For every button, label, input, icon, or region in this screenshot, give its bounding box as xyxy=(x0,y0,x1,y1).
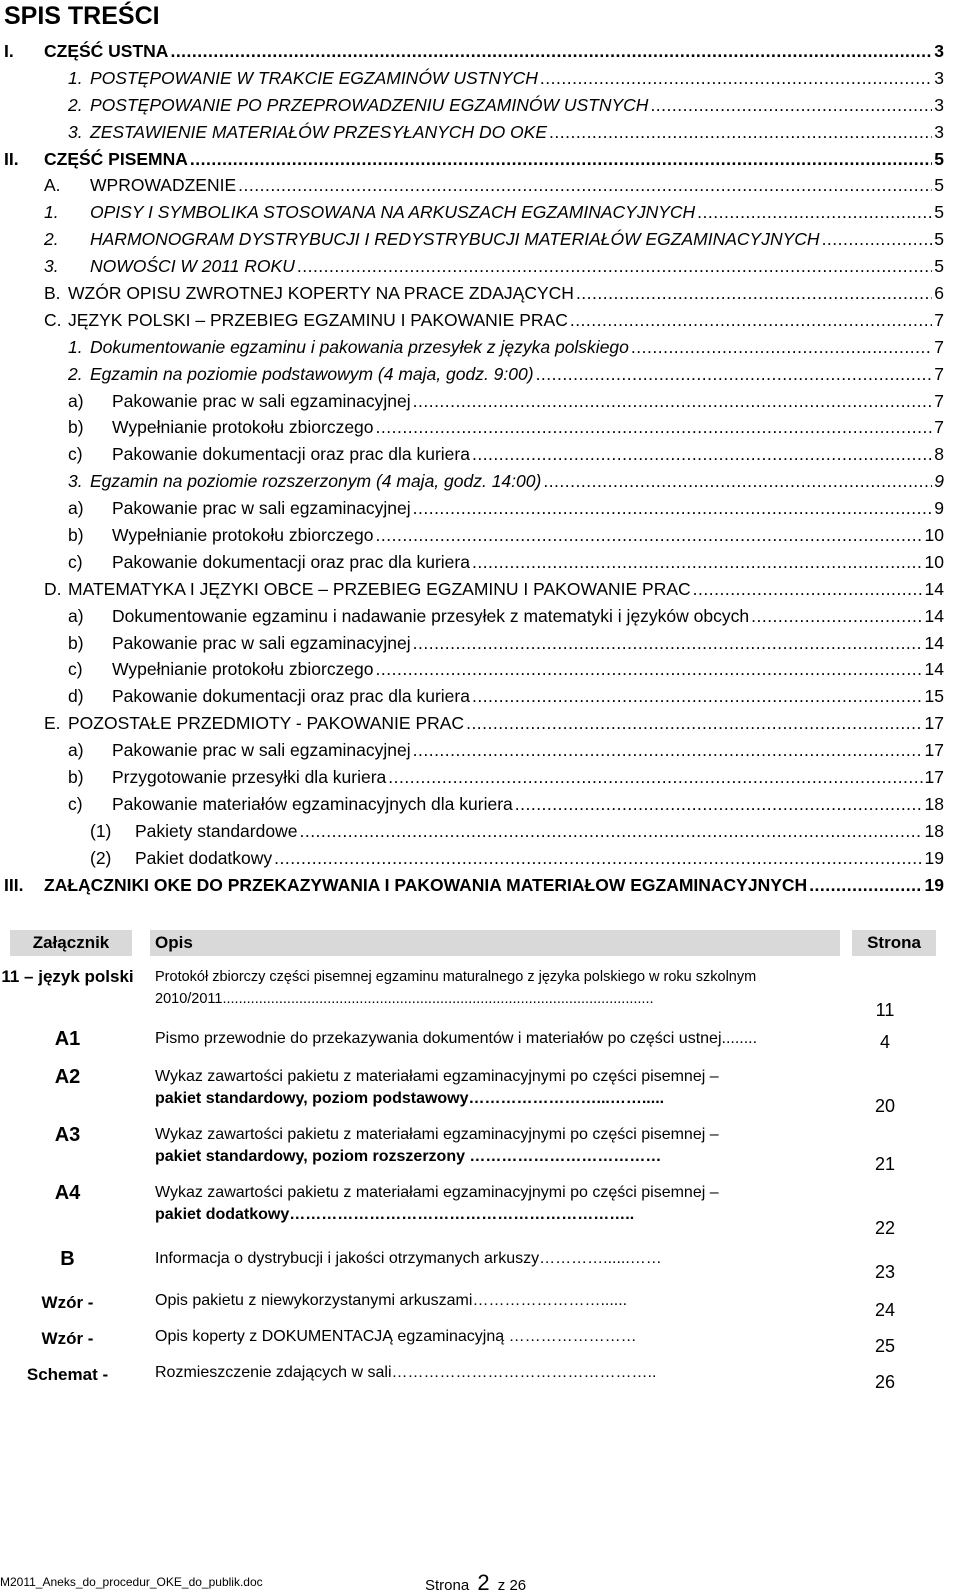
toc-entry[interactable] xyxy=(0,872,960,899)
toc-entry-page: 17 xyxy=(924,740,944,761)
attachment-description xyxy=(155,1290,845,1312)
toc-entry[interactable] xyxy=(0,495,960,522)
toc-entry-title: Wypełnianie protokołu zbiorczego xyxy=(112,659,374,680)
table-row xyxy=(0,1182,960,1244)
toc-entry-title: Pakowanie prac w sali egzaminacyjnej xyxy=(112,632,411,653)
toc-entry-title: OPISY I SYMBOLIKA STOSOWANA NA ARKUSZACH EGZAMINACYJNYCH xyxy=(90,202,696,223)
page-title: SPIS TREŚCI xyxy=(4,2,160,30)
toc-entry-number: (2) xyxy=(90,847,112,868)
description-line: 2010/2011........................................................................................................... xyxy=(155,991,654,1007)
toc-entry-page: 5 xyxy=(934,148,944,169)
toc-entry[interactable] xyxy=(0,845,960,872)
attachment-description xyxy=(155,1066,845,1110)
toc-leader-dots xyxy=(299,818,922,845)
toc-entry-title: JĘZYK POLSKI – PRZEBIEG EGZAMINU I PAKOWANIE PRAC xyxy=(68,309,568,330)
attachment-page: 23 xyxy=(874,1262,896,1282)
toc-entry-number: C. xyxy=(44,309,62,330)
toc-entry-number: 3. xyxy=(68,471,83,492)
toc-entry-page: 14 xyxy=(924,578,944,599)
toc-entry-title: Pakowanie dokumentacji oraz prac dla kuriera xyxy=(112,551,470,572)
toc-entry-title: HARMONOGRAM DYSTRYBUCJI I REDYSTRYBUCJI MATERIAŁÓW EGZAMINACYJNYCH xyxy=(90,229,820,250)
toc-entry-title: NOWOŚCI W 2011 ROKU xyxy=(90,256,295,277)
attachment-description xyxy=(155,1362,845,1384)
description-line: Wykaz zawartości pakietu z materiałami egzaminacyjnymi po części pisemnej – xyxy=(155,1184,719,1201)
toc-entry-title: Pakowanie prac w sali egzaminacyjnej xyxy=(112,740,411,761)
description-line: Pismo przewodnie do przekazywania dokumentów i materiałów po części ustnej........ xyxy=(155,1030,758,1047)
toc-entry-title: Pakowanie dokumentacji oraz prac dla kuriera xyxy=(112,686,470,707)
toc-entry-number: 2. xyxy=(68,363,83,384)
attachment-page: 11 xyxy=(875,1000,895,1020)
toc-entry-title: POSTĘPOWANIE PO PRZEPROWADZENIU EGZAMINÓW USTNYCH xyxy=(90,94,649,115)
toc-entry-number: 1. xyxy=(44,202,59,223)
toc-entry-title: POSTĘPOWANIE W TRAKCIE EGZAMINÓW USTNYCH xyxy=(90,67,538,88)
toc-entry-number: a) xyxy=(68,390,84,411)
toc-entry-title: Dokumentowanie egzaminu i pakowania przesyłek z języka polskiego xyxy=(90,336,629,357)
toc-entry[interactable] xyxy=(0,280,960,307)
toc-entry-title: Pakowanie prac w sali egzaminacyjnej xyxy=(112,390,411,411)
toc-entry-number: B. xyxy=(44,283,61,304)
toc-entry-page: 7 xyxy=(934,363,944,384)
header-page: Strona xyxy=(852,930,936,956)
toc-entry-number: b) xyxy=(68,632,84,653)
attachment-code: 11 – język polski xyxy=(1,967,134,986)
toc-leader-dots xyxy=(515,791,923,818)
toc-entry-number: c) xyxy=(68,444,83,465)
toc-entry-page: 17 xyxy=(924,713,944,734)
toc-entry-number: c) xyxy=(68,793,83,814)
toc-entry[interactable] xyxy=(0,656,960,683)
attachment-code: A2 xyxy=(54,1066,81,1088)
toc-entry-number: I. xyxy=(4,41,14,61)
description-line: pakiet standardowy, poziom podstawowy……………………...……..... xyxy=(155,1090,665,1107)
toc-entry[interactable] xyxy=(0,576,960,603)
toc-leader-dots xyxy=(190,146,932,173)
toc-entry[interactable] xyxy=(0,441,960,468)
toc-entry-page: 14 xyxy=(924,605,944,626)
attachment-code: Wzór - xyxy=(41,1329,94,1348)
toc-entry[interactable] xyxy=(0,92,960,119)
description-line: Opis koperty z DOKUMENTACJĄ egzaminacyjną …………………… xyxy=(155,1328,637,1345)
toc-entry-page: 5 xyxy=(934,256,944,277)
footer-page-info xyxy=(425,1570,526,1596)
toc-entry[interactable] xyxy=(0,603,960,630)
toc-entry-title: MATEMATYKA I JĘZYKI OBCE – PRZEBIEG EGZAMINU I PAKOWANIE PRAC xyxy=(68,578,691,599)
toc-entry[interactable] xyxy=(0,226,960,253)
toc-entry[interactable] xyxy=(0,172,960,199)
toc-entry-title: ZESTAWIENIE MATERIAŁÓW PRZESYŁANYCH DO OKE xyxy=(90,121,548,142)
toc-entry[interactable] xyxy=(0,414,960,441)
toc-leader-dots xyxy=(274,845,922,872)
toc-entry[interactable] xyxy=(0,361,960,388)
toc-entry[interactable] xyxy=(0,199,960,226)
toc-entry-page: 7 xyxy=(934,417,944,438)
toc-entry-title: Pakowanie dokumentacji oraz prac dla kuriera xyxy=(112,444,470,465)
toc-leader-dots xyxy=(536,361,933,388)
toc-entry-number: b) xyxy=(68,767,84,788)
toc-entry-title: Pakowanie prac w sali egzaminacyjnej xyxy=(112,498,411,519)
toc-leader-dots xyxy=(822,226,933,253)
table-row xyxy=(0,1124,960,1180)
toc-leader-dots xyxy=(570,307,932,334)
toc-entry-page: 17 xyxy=(924,767,944,788)
toc-entry-title: Pakowanie materiałów egzaminacyjnych dla kuriera xyxy=(112,793,513,814)
toc-entry-number: 3. xyxy=(68,121,83,142)
toc-entry-title: WZÓR OPISU ZWROTNEJ KOPERTY NA PRACE ZDAJĄCYCH xyxy=(68,283,574,304)
toc-entry-number: a) xyxy=(68,498,84,519)
toc-entry-page: 3 xyxy=(934,41,944,61)
footer-filename: M2011_Aneks_do_procedur_OKE_do_publik.doc xyxy=(0,1575,263,1589)
toc-leader-dots xyxy=(540,65,932,92)
toc-entry-page: 14 xyxy=(924,632,944,653)
header-attachment: Załącznik xyxy=(10,930,132,956)
toc-entry-page: 3 xyxy=(934,67,944,88)
toc-leader-dots xyxy=(238,172,932,199)
toc-entry-number: D. xyxy=(44,578,62,599)
description-line: pakiet standardowy, poziom rozszerzony ……………………………… xyxy=(155,1148,662,1165)
toc-entry[interactable] xyxy=(0,334,960,361)
toc-entry-number: b) xyxy=(68,525,84,546)
table-header xyxy=(0,930,960,956)
toc-entry-page: 8 xyxy=(934,444,944,465)
attachment-code: A4 xyxy=(54,1182,81,1204)
toc-entry-title: Egzamin na poziomie podstawowym (4 maja, godz. 9:00) xyxy=(90,363,534,384)
toc-entry-title: Wypełnianie protokołu zbiorczego xyxy=(112,525,374,546)
toc-entry[interactable] xyxy=(0,630,960,657)
toc-entry-page: 10 xyxy=(924,551,944,572)
description-line: pakiet dodatkowy……………………………………………………….. xyxy=(155,1206,635,1223)
toc-entry[interactable] xyxy=(0,737,960,764)
toc-entry-page: 6 xyxy=(934,283,944,304)
toc-leader-dots xyxy=(809,872,922,899)
attachment-code: Schemat - xyxy=(26,1365,109,1384)
toc-entry-number: III. xyxy=(4,874,24,895)
toc-entry-number: E. xyxy=(44,713,61,734)
table-row xyxy=(0,1362,960,1398)
toc-entry-title: POZOSTAŁE PRZEDMIOTY - PAKOWANIE PRAC xyxy=(68,713,465,734)
attachment-page: 4 xyxy=(879,1032,890,1052)
toc-leader-dots xyxy=(693,576,923,603)
toc-leader-dots xyxy=(413,388,933,415)
toc-entry[interactable] xyxy=(0,307,960,334)
toc-entry[interactable] xyxy=(0,38,960,65)
toc-entry[interactable] xyxy=(0,468,960,495)
toc-entry-page: 5 xyxy=(934,202,944,223)
toc-leader-dots xyxy=(376,522,923,549)
toc-entry[interactable] xyxy=(0,65,960,92)
toc-leader-dots xyxy=(466,710,922,737)
toc-entry-title: CZĘŚĆ PISEMNA xyxy=(44,148,188,169)
toc-entry-number: II. xyxy=(4,148,19,169)
description-line: Rozmieszczenie zdających w sali………………………………………….. xyxy=(155,1364,657,1381)
toc-entry-number: d) xyxy=(68,686,84,707)
table-row xyxy=(0,966,960,1026)
toc-entry-number: b) xyxy=(68,417,84,438)
toc-entry[interactable] xyxy=(0,791,960,818)
toc-entry-page: 3 xyxy=(934,121,944,142)
toc-leader-dots xyxy=(376,414,933,441)
attachment-code: Wzór - xyxy=(41,1293,94,1312)
attachment-page: 20 xyxy=(874,1096,896,1116)
attachment-description xyxy=(155,1028,845,1050)
toc-leader-dots xyxy=(376,656,923,683)
toc-entry-number: c) xyxy=(68,551,83,572)
toc-entry-title: Pakiet dodatkowy xyxy=(135,847,273,868)
description-line: Wykaz zawartości pakietu z materiałami egzaminacyjnymi po części pisemnej – xyxy=(155,1068,719,1085)
toc-leader-dots xyxy=(576,280,932,307)
toc-entry-page: 19 xyxy=(924,847,944,868)
toc-entry-title: Przygotowanie przesyłki dla kuriera xyxy=(112,767,387,788)
toc-leader-dots xyxy=(631,334,932,361)
toc-entry-page: 3 xyxy=(934,94,944,115)
toc-leader-dots xyxy=(543,468,932,495)
toc-leader-dots xyxy=(472,549,923,576)
toc-leader-dots xyxy=(413,737,923,764)
description-line: Opis pakietu z niewykorzystanymi arkuszami……………………...... xyxy=(155,1292,628,1309)
attachment-description xyxy=(155,1326,845,1348)
header-description: Opis xyxy=(150,930,840,956)
description-line: Protokół zbiorczy części pisemnej egzaminu maturalnego z języka polskiego w roku szkolnym xyxy=(155,969,757,985)
toc-entry-number: 3. xyxy=(44,256,59,277)
toc-entry-title: Pakiety standardowe xyxy=(135,820,298,841)
toc-entry-page: 15 xyxy=(924,686,944,707)
toc-leader-dots xyxy=(297,253,932,280)
toc-entry[interactable] xyxy=(0,119,960,146)
attachment-code: A1 xyxy=(54,1028,81,1050)
description-line: Informacja o dystrybucji i jakości otrzymanych arkuszy…………......…… xyxy=(155,1250,662,1267)
attachment-page: 24 xyxy=(874,1300,896,1320)
toc-leader-dots xyxy=(170,38,932,65)
toc-entry-page: 5 xyxy=(934,175,944,196)
toc-entry-number: A. xyxy=(44,175,61,196)
toc-entry-page: 10 xyxy=(924,525,944,546)
toc-entry-title: CZĘŚĆ USTNA xyxy=(44,41,169,61)
attachment-description xyxy=(155,1248,845,1270)
toc-entry[interactable] xyxy=(0,683,960,710)
attachment-page: 21 xyxy=(874,1154,896,1174)
toc-entry-page: 5 xyxy=(934,229,944,250)
footer-total-pages: 26 xyxy=(509,1577,527,1594)
toc-leader-dots xyxy=(472,441,932,468)
toc-entry-number: 1. xyxy=(68,67,83,88)
toc-entry-title: WPROWADZENIE xyxy=(90,175,237,196)
toc-leader-dots xyxy=(388,764,922,791)
toc-entry[interactable] xyxy=(0,549,960,576)
attachment-code: A3 xyxy=(54,1124,81,1146)
toc-leader-dots xyxy=(751,603,922,630)
toc-entry[interactable] xyxy=(0,253,960,280)
attachment-page: 25 xyxy=(874,1336,896,1356)
table-row xyxy=(0,1326,960,1362)
toc-leader-dots xyxy=(697,199,932,226)
table-row xyxy=(0,1290,960,1326)
toc-entry[interactable] xyxy=(0,522,960,549)
toc-leader-dots xyxy=(413,630,923,657)
toc-entry-title: ZAŁĄCZNIKI OKE DO PRZEKAZYWANIA I PAKOWANIA MATERIAŁOW EGZAMINACYJNYCH xyxy=(44,874,808,895)
toc-leader-dots xyxy=(472,683,923,710)
toc-leader-dots xyxy=(549,119,932,146)
toc-leader-dots xyxy=(650,92,932,119)
footer-strona-label: Strona xyxy=(425,1577,470,1594)
footer-page-number: 2 xyxy=(477,1570,490,1595)
toc-entry[interactable] xyxy=(0,710,960,737)
toc-entry-number: 1. xyxy=(68,336,83,357)
table-row xyxy=(0,1028,960,1064)
toc-leader-dots xyxy=(413,495,933,522)
toc-entry-page: 7 xyxy=(934,336,944,357)
toc-entry-title: Dokumentowanie egzaminu i nadawanie przesyłek z matematyki i języków obcych xyxy=(112,605,750,626)
table-row xyxy=(0,1248,960,1288)
toc-entry-page: 18 xyxy=(924,820,944,841)
description-line: Wykaz zawartości pakietu z materiałami egzaminacyjnymi po części pisemnej – xyxy=(155,1126,719,1143)
attachment-description xyxy=(155,1182,845,1226)
toc-entry-title: Egzamin na poziomie rozszerzonym (4 maja, godz. 14:00) xyxy=(90,471,542,492)
attachment-page: 22 xyxy=(874,1218,896,1238)
toc-entry-number: 2. xyxy=(68,94,83,115)
table-row xyxy=(0,1066,960,1122)
toc-entry-page: 9 xyxy=(934,471,944,492)
toc-entry-title: Wypełnianie protokołu zbiorczego xyxy=(112,417,374,438)
table-of-contents xyxy=(0,38,960,899)
toc-entry-page: 7 xyxy=(934,390,944,411)
toc-entry[interactable] xyxy=(0,764,960,791)
toc-entry-number: c) xyxy=(68,659,83,680)
toc-entry-page: 7 xyxy=(934,309,944,330)
attachment-code: B xyxy=(60,1248,75,1270)
attachment-description xyxy=(155,966,845,1010)
toc-entry-page: 18 xyxy=(924,793,944,814)
toc-entry-page: 9 xyxy=(934,498,944,519)
attachment-description xyxy=(155,1124,845,1168)
toc-entry-page: 19 xyxy=(924,874,944,895)
toc-entry-number: a) xyxy=(68,740,84,761)
toc-entry-page: 14 xyxy=(924,659,944,680)
toc-entry[interactable] xyxy=(0,388,960,415)
attachments-table xyxy=(0,930,960,1392)
toc-entry[interactable] xyxy=(0,818,960,845)
footer-z-label: z xyxy=(497,1577,506,1594)
toc-entry-number: a) xyxy=(68,605,84,626)
toc-entry-number: 2. xyxy=(44,229,59,250)
attachment-page: 26 xyxy=(874,1372,896,1392)
toc-entry[interactable] xyxy=(0,146,960,173)
toc-entry-number: (1) xyxy=(90,820,112,841)
